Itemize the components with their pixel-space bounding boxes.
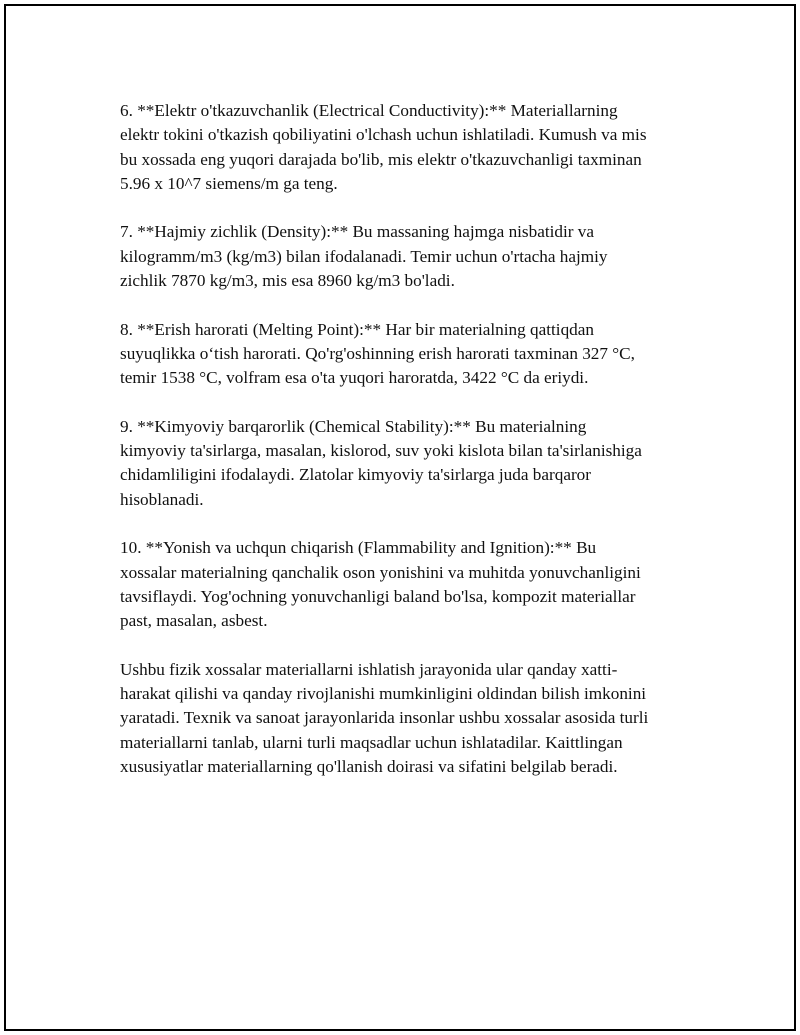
paragraph-melting-point: 8. **Erish harorati (Melting Point):** Har bir materialning qattiqdan suyuqlikka o‘tish harorati. Qo'rg'oshinning erish harorati taxminan 327 °C, temir 1538 °C, volfram esa o'ta yuqori haroratda, 3422 °C da eriydi. [120,319,635,388]
paragraph-electrical-conductivity: 6. **Elektr o'tkazuvchanlik (Electrical Conductivity):** Materiallarning elektr tokini o'tkazish qobiliyatini o'lchash uchun ishlatiladi. Kumush va mis bu xossada eng yuqori darajada bo'lib, mis elektr o'tkazuvchanligi taxminan 5.96 x 10^7 siemens/m ga teng. [120,101,647,193]
paragraph-density: 7. **Hajmiy zichlik (Density):** Bu massaning hajmga nisbatidir va kilogramm/m3 (kg/m3) bilan ifodalanadi. Temir uchun o'rtacha hajmiy zichlik 7870 kg/m3, mis esa 8960 kg/m3 bo'ladi. [120,222,608,291]
paragraph-flammability: 10. **Yonish va uchqun chiqarish (Flammability and Ignition):** Bu xossalar materialning qanchalik oson yonishini va muhitda yonuvchanligini tavsiflaydi. Yog'ochning yonuvchanligi baland bo'lsa, kompozit materiallar past, masalan, asbest. [120,538,641,631]
page-frame [4,4,796,1031]
paragraph-conclusion: Ushbu fizik xossalar materiallarni ishlatish jarayonida ular qanday xatti- harakat qilishi va qanday rivojlanishi mumkinligini oldindan bilish imkonini yaratadi. Texnik va sanoat jarayonlarida insonlar ushbu xossalar asosida turli materiallarni tanlab, ularni turli maqsadlar uchun ishlatadilar. Kaittlingan xususiyatlar materiallarning qo'llanish doirasi va sifatini belgilab beradi. [120,659,649,777]
document-body [120,99,696,804]
paragraph-chemical-stability: 9. **Kimyoviy barqarorlik (Chemical Stability):** Bu materialning kimyoviy ta'sirlarga, masalan, kislorod, suv yoki kislota bilan ta'sirlanishiga chidamliligini ifodalaydi. Zlatolar kimyoviy ta'sirlarga juda barqaror hisoblanadi. [120,416,642,509]
